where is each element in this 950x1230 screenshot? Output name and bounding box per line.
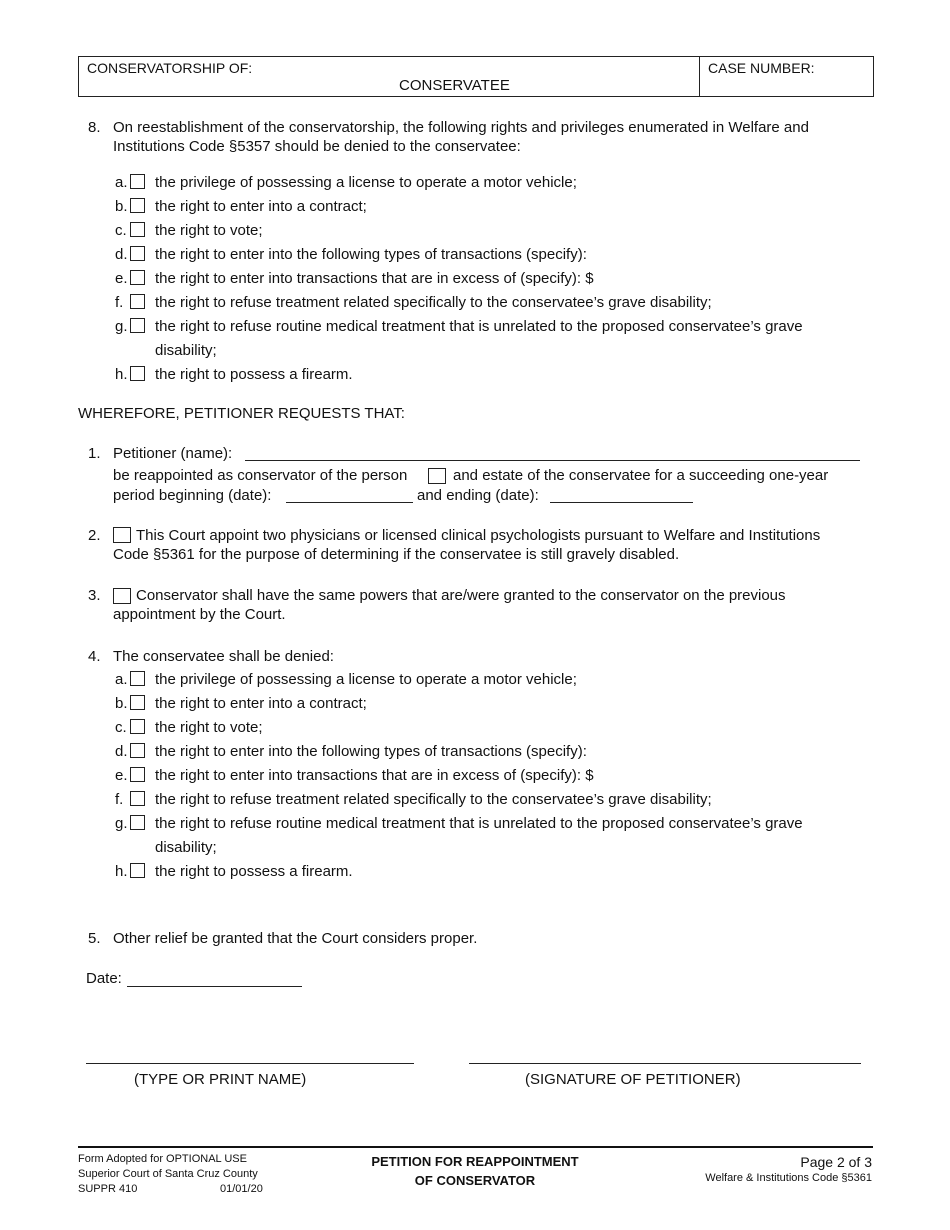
- req4-option-g-text: the right to refuse routine medical treatment that is unrelated to the proposed conservatee’s grave: [155, 815, 803, 832]
- item8-option-d: d.: [115, 246, 128, 263]
- conservatee-label: CONSERVATEE: [399, 77, 510, 94]
- item8-option-f-text: the right to refuse treatment related specifically to the conservatee’s grave disability;: [155, 294, 712, 311]
- req4-option-e: e.: [115, 767, 128, 784]
- date-label: Date:: [86, 970, 122, 987]
- caption-divider: [699, 56, 700, 97]
- req4-checkbox-e[interactable]: [130, 767, 145, 784]
- signature-line[interactable]: [469, 1063, 861, 1064]
- item8-option-b-text: the right to enter into a contract;: [155, 198, 367, 215]
- item8-checkbox-d[interactable]: [130, 246, 145, 263]
- option-letter: a.: [115, 174, 128, 191]
- item8-option-b: b.: [115, 198, 128, 215]
- item8-checkbox-b[interactable]: [130, 198, 145, 215]
- req1-line2b: and estate of the conservatee for a succeeding one-year: [453, 467, 829, 484]
- req4-checkbox-c[interactable]: [130, 719, 145, 736]
- req4-checkbox-d[interactable]: [130, 743, 145, 760]
- item8-option-g-text2: disability;: [155, 342, 217, 359]
- req4-option-f: f.: [115, 791, 124, 808]
- item8-option-h: h.: [115, 366, 128, 383]
- item8-number: 8.: [88, 119, 101, 136]
- req4-checkbox-b[interactable]: [130, 695, 145, 712]
- item8-option-c-text: the right to vote;: [155, 222, 263, 239]
- req1-line3a: period beginning (date):: [113, 487, 272, 504]
- req4-option-a-text: the privilege of possessing a license to operate a motor vehicle;: [155, 671, 577, 688]
- req2-number: 2.: [88, 527, 101, 544]
- footer-rule: [78, 1146, 873, 1148]
- req4-number: 4.: [88, 648, 101, 665]
- print-name-label: (TYPE OR PRINT NAME): [134, 1071, 307, 1088]
- signature-label: (SIGNATURE OF PETITIONER): [525, 1071, 741, 1088]
- req1-number: 1.: [88, 445, 101, 462]
- footer-court: Superior Court of Santa Cruz County: [78, 1168, 258, 1180]
- req3-number: 3.: [88, 587, 101, 604]
- item8-option-g: g.: [115, 318, 128, 335]
- item8-checkbox-e[interactable]: [130, 270, 145, 287]
- footer-form-date: 01/01/20: [220, 1183, 263, 1195]
- req5-text: Other relief be granted that the Court considers proper.: [113, 930, 478, 947]
- print-name-line[interactable]: [86, 1063, 414, 1064]
- req4-option-c: c.: [115, 719, 127, 736]
- req4-option-e-text: the right to enter into transactions that are in excess of (specify): $: [155, 767, 594, 784]
- footer-adopted: Form Adopted for OPTIONAL USE: [78, 1153, 247, 1165]
- req4-option-b: b.: [115, 695, 128, 712]
- item8-option-a-text: the privilege of possessing a license to operate a motor vehicle;: [155, 174, 577, 191]
- item8-text-line2: Institutions Code §5357 should be denied to the conservatee:: [113, 138, 521, 155]
- conservatorship-of-label: CONSERVATORSHIP OF:: [87, 60, 253, 76]
- item8-option-g-text: the right to refuse routine medical treatment that is unrelated to the proposed conservatee’s grave: [155, 318, 803, 335]
- req1-line2a: be reappointed as conservator of the person: [113, 467, 408, 484]
- req2-checkbox[interactable]: [113, 527, 131, 545]
- req3-line2: appointment by the Court.: [113, 606, 286, 623]
- req1-line3b: and ending (date):: [417, 487, 539, 504]
- footer-page: Page 2 of 3: [800, 1154, 872, 1170]
- req4-option-c-text: the right to vote;: [155, 719, 263, 736]
- req4-option-h: h.: [115, 863, 128, 880]
- item8-checkbox-f[interactable]: [130, 294, 145, 311]
- end-date-field[interactable]: [550, 502, 693, 503]
- req2-line2: Code §5361 for the purpose of determining if the conservatee is still gravely disabled.: [113, 546, 680, 563]
- req4-option-d-text: the right to enter into the following types of transactions (specify):: [155, 743, 587, 760]
- req4-option-g-text2: disability;: [155, 839, 217, 856]
- item8-option-e: e.: [115, 270, 128, 287]
- begin-date-field[interactable]: [286, 502, 413, 503]
- item8-checkbox-h[interactable]: [130, 366, 145, 383]
- footer-title-2: OF CONSERVATOR: [414, 1173, 536, 1188]
- item8-option-d-text: the right to enter into the following types of transactions (specify):: [155, 246, 587, 263]
- req4-checkbox-h[interactable]: [130, 863, 145, 880]
- item8-text-line1: On reestablishment of the conservatorship, the following rights and privileges enumerated in Welfare and: [113, 119, 809, 136]
- req3-line1: Conservator shall have the same powers that are/were granted to the conservator on the previous: [136, 587, 786, 604]
- req4-option-g: g.: [115, 815, 128, 832]
- date-field[interactable]: [127, 986, 302, 987]
- req2-line1: This Court appoint two physicians or licensed clinical psychologists pursuant to Welfare and Institutions: [136, 527, 821, 544]
- item8-checkbox-a[interactable]: [130, 174, 145, 191]
- item8-checkbox-g[interactable]: [130, 318, 145, 335]
- item8-option-h-text: the right to possess a firearm.: [155, 366, 353, 383]
- req4-checkbox-g[interactable]: [130, 815, 145, 832]
- item8-option-c: c.: [115, 222, 127, 239]
- req4-option-f-text: the right to refuse treatment related specifically to the conservatee’s grave disability;: [155, 791, 712, 808]
- req5-number: 5.: [88, 930, 101, 947]
- req3-checkbox[interactable]: [113, 588, 131, 606]
- item8-option-a: [115, 174, 128, 192]
- req4-option-b-text: the right to enter into a contract;: [155, 695, 367, 712]
- petitioner-name-field[interactable]: [245, 460, 860, 461]
- req4-option-d: d.: [115, 743, 128, 760]
- footer-code: Welfare & Institutions Code §5361: [705, 1172, 872, 1184]
- req1-person-checkbox[interactable]: [428, 468, 446, 486]
- req4-option-a: a.: [115, 671, 128, 688]
- req1-label: Petitioner (name):: [113, 445, 233, 462]
- case-number-label: CASE NUMBER:: [708, 60, 815, 76]
- item8-checkbox-c[interactable]: [130, 222, 145, 239]
- wherefore-heading: WHEREFORE, PETITIONER REQUESTS THAT:: [78, 405, 405, 422]
- item8-option-f: f.: [115, 294, 124, 311]
- req4-checkbox-a[interactable]: [130, 671, 145, 688]
- req4-option-h-text: the right to possess a firearm.: [155, 863, 353, 880]
- req4-intro: The conservatee shall be denied:: [113, 648, 334, 665]
- item8-option-e-text: the right to enter into transactions that are in excess of (specify): $: [155, 270, 594, 287]
- footer-title-1: PETITION FOR REAPPOINTMENT: [371, 1154, 579, 1169]
- req4-checkbox-f[interactable]: [130, 791, 145, 808]
- footer-form-id: SUPPR 410: [78, 1183, 138, 1195]
